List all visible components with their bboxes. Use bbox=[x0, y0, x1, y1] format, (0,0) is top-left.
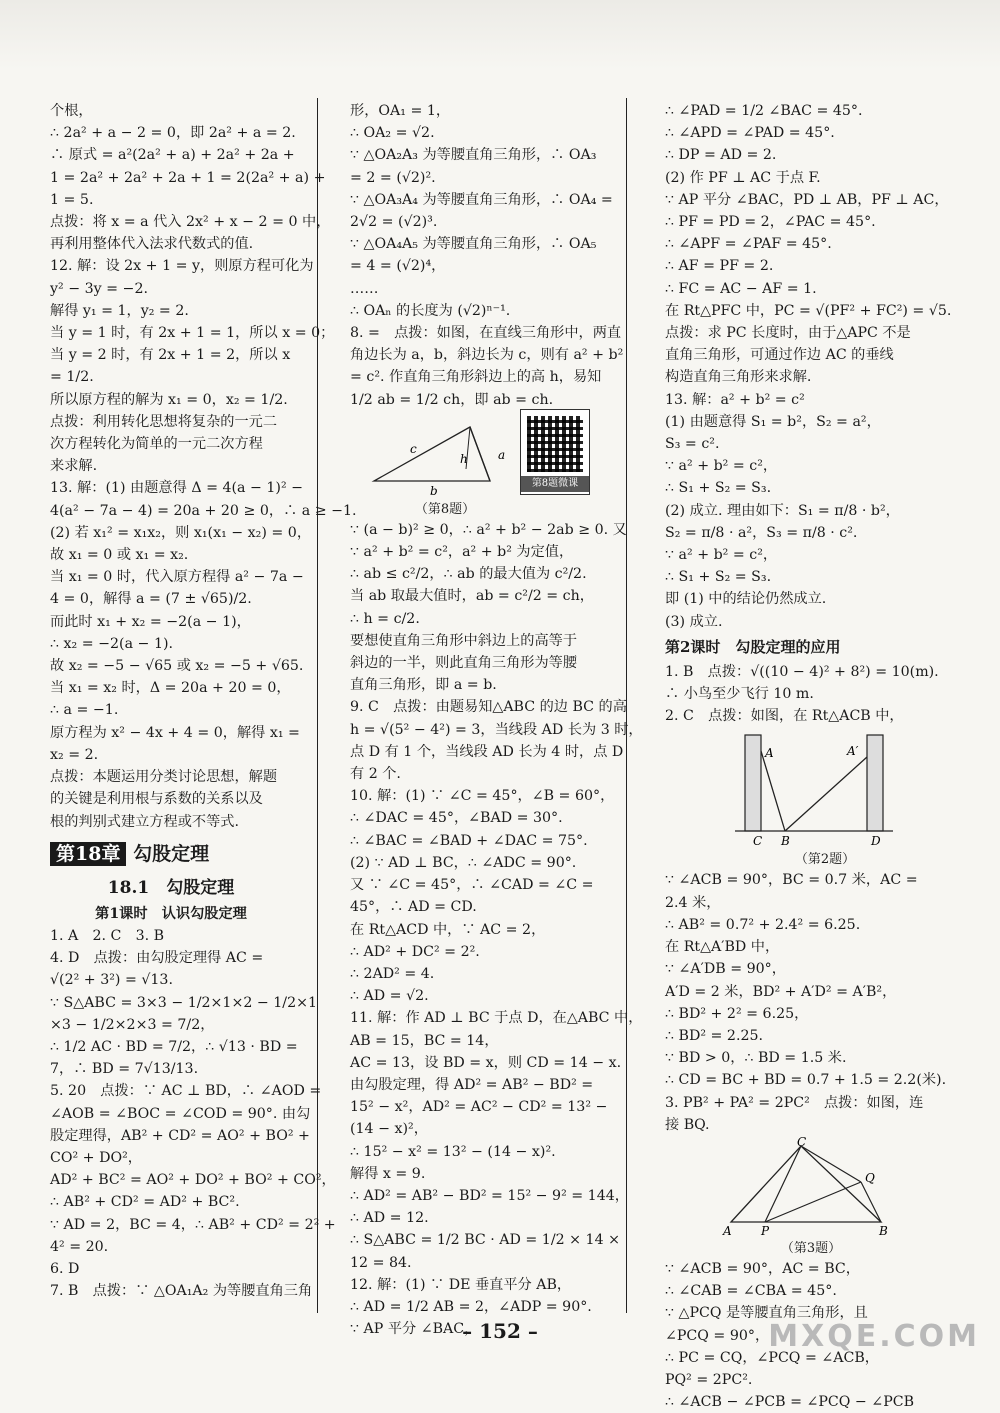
text-line: ∴ AD² + DC² = 2². bbox=[350, 943, 480, 960]
chapter-tag: 第18章 bbox=[50, 842, 126, 866]
text-line: 要想使直角三角形中斜边上的高等于 bbox=[350, 632, 578, 649]
text-line: (2) 成立. 理由如下：S₁ = π/8 · b²， bbox=[665, 502, 900, 519]
text-line: ∵ △PCQ 是等腰直角三角形，且 bbox=[665, 1305, 868, 1322]
text-line: ∴ PF = PD = 2，∠PAC = 45°. bbox=[665, 214, 876, 231]
text-line: 12. 解：(1) ∵ DE 垂直平分 AB， bbox=[350, 1276, 572, 1293]
text-line: 1 = 2a² + 2a² + 2a + 1 = 2(2a² + a) + bbox=[50, 169, 326, 186]
text-line: 故 x₁ = 0 或 x₁ = x₂. bbox=[50, 547, 189, 564]
text-line: = c². 作直角三角形斜边上的高 h，易知 bbox=[350, 369, 602, 386]
text-line: ∴ AF = PF = 2. bbox=[665, 258, 774, 275]
column-1 bbox=[50, 100, 357, 1302]
figure-3-caption: （第3题） bbox=[780, 1240, 842, 1256]
text-line: 直角三角形，可通过作边 AC 的垂线 bbox=[665, 347, 894, 364]
text-line: 1. A 2. C 3. B bbox=[50, 927, 165, 944]
text-line: ∴ 2AD² = 4. bbox=[350, 965, 435, 982]
text-line: ∴ AB² + CD² = AD² + BC². bbox=[50, 1194, 240, 1211]
text-line: 10. 解：(1) ∵ ∠C = 45°，∠B = 60°， bbox=[350, 788, 615, 805]
text-line: ∴ x₂ = −2(a − 1). bbox=[50, 635, 174, 652]
text-line: 再利用整体代入法求代数式的值. bbox=[50, 236, 254, 253]
fig3-label-B: B bbox=[879, 1223, 888, 1238]
text-line: ∵ ∠ACB = 90°，AC = BC， bbox=[665, 1260, 860, 1277]
text-line: 点拨：将 x = a 代入 2x² + x − 2 = 0 中， bbox=[50, 214, 331, 231]
text-line: ∴ AD = √2. bbox=[350, 988, 429, 1005]
text-line: 2.4 米， bbox=[665, 894, 721, 911]
text-line: ∴ S₁ + S₂ = S₃. bbox=[665, 569, 772, 586]
text-line: 4 = 0，解得 a = (7 ± √65)/2. bbox=[50, 591, 252, 608]
text-line: ∵ AP 平分 ∠BAC，PD ⊥ AB，PF ⊥ AC， bbox=[665, 191, 949, 208]
text-line: (2) 作 PF ⊥ AC 于点 F. bbox=[665, 169, 821, 186]
text-line: 7，∴ BD = 7√13/13. bbox=[50, 1061, 199, 1078]
text-line: = 1/2. bbox=[50, 369, 94, 386]
text-line: ∴ ∠APD = ∠PAD = 45°. bbox=[665, 125, 835, 142]
text-line: ∠PCQ = 90°， bbox=[665, 1327, 770, 1344]
text-line: ∴ AD² = AB² − BD² = 15² − 9² = 144， bbox=[350, 1187, 629, 1204]
watermark: MXQE.COM bbox=[768, 1319, 980, 1354]
text-line: 构造直角三角形来求解. bbox=[665, 369, 812, 386]
text-line: 所以原方程的解为 x₁ = 0，x₂ = 1/2. bbox=[50, 391, 288, 408]
text-line: ∴ FC = AC − AF = 1. bbox=[665, 280, 817, 297]
figure-8-caption: （第8题） bbox=[414, 501, 476, 517]
text-line: ∵ △OA₂A₃ 为等腰直角三角形，∴ OA₃ bbox=[350, 147, 597, 164]
text-line: 当 y = 2 时，有 2x + 1 = 2，所以 x bbox=[50, 347, 291, 364]
col2b-lines bbox=[350, 519, 643, 1341]
fig8-label-c: c bbox=[410, 441, 417, 456]
text-line: ∴ 2a² + a − 2 = 0，即 2a² + a = 2. bbox=[50, 125, 296, 142]
text-line: 1 = 5. bbox=[50, 191, 94, 208]
figure-2-caption: （第2题） bbox=[794, 852, 856, 868]
text-line: 形，OA₁ = 1， bbox=[350, 103, 451, 119]
text-line: ∵ BD > 0，∴ BD = 1.5 米. bbox=[665, 1050, 847, 1067]
col3b-lines bbox=[665, 661, 965, 728]
figure-3-triangles bbox=[721, 1134, 901, 1238]
page-number: – 152 – bbox=[462, 1319, 538, 1343]
text-line: …… bbox=[350, 280, 379, 297]
figure-8 bbox=[350, 413, 608, 499]
text-line: ∴ ∠PAD = 1/2 ∠BAC = 45°. bbox=[665, 103, 863, 119]
text-line: ∴ AD = 1/2 AB = 2，∠ADP = 90°. bbox=[350, 1298, 592, 1315]
text-line: 在 Rt△PFC 中，PC = √(PF² + FC²) = √5. bbox=[665, 302, 952, 319]
text-line: ∴ OAₙ 的长度为 (√2)ⁿ⁻¹. bbox=[350, 302, 511, 319]
text-line: 次方程转化为简单的一元二次方程 bbox=[50, 436, 263, 453]
text-line: AC = 13，设 BD = x，则 CD = 14 − x. bbox=[350, 1054, 622, 1071]
text-line: 直角三角形，即 a = b. bbox=[350, 677, 497, 694]
text-line: 即 (1) 中的结论仍然成立. bbox=[665, 591, 827, 608]
text-line: AB = 15，BC = 14， bbox=[350, 1032, 499, 1049]
qr-label: 第8题微课 bbox=[521, 476, 589, 492]
text-line: 在 Rt△ACD 中，∵ AC = 2， bbox=[350, 921, 546, 938]
text-line: ∴ AB² = 0.7² + 2.4² = 6.25. bbox=[665, 916, 861, 933]
column-2 bbox=[350, 100, 643, 1340]
text-line: √(2² + 3²) = √13. bbox=[50, 972, 173, 989]
fig2-label-A: A bbox=[765, 746, 774, 761]
text-line: 1/2 ab = 1/2 ch，即 ab = ch. bbox=[350, 391, 554, 408]
text-line: CO² + DO²， bbox=[50, 1149, 142, 1166]
col2a-lines bbox=[350, 100, 624, 411]
text-line: 当 y = 1 时，有 2x + 1 = 1，所以 x = 0； bbox=[50, 325, 335, 342]
fig3-label-P: P bbox=[761, 1223, 770, 1238]
text-line: 原方程为 x² − 4x + 4 = 0，解得 x₁ = bbox=[50, 724, 300, 741]
col1-lines bbox=[50, 100, 357, 833]
text-line: ∴ ab ≤ c²/2，∴ ab 的最大值为 c²/2. bbox=[350, 566, 587, 583]
text-line: 接 BQ. bbox=[665, 1116, 710, 1133]
text-line: 解得 y₁ = 1，y₂ = 2. bbox=[50, 302, 189, 319]
text-line: 当 ab 取最大值时，ab = c²/2 = ch， bbox=[350, 588, 594, 605]
text-line: ∵ AP 平分 ∠BAC， bbox=[350, 1321, 479, 1338]
text-line: 来求解. bbox=[50, 458, 98, 475]
text-line: 7. B 点拨：∵ △OA₁A₂ 为等腰直角三角 bbox=[50, 1283, 313, 1300]
text-line: 股定理得，AB² + CD² = AO² + BO² + bbox=[50, 1127, 310, 1144]
text-line: PQ² = 2PC². bbox=[665, 1371, 753, 1388]
text-line: (3) 成立. bbox=[665, 613, 723, 630]
col3c-lines bbox=[665, 869, 965, 1135]
column-3 bbox=[665, 100, 965, 1413]
text-line: y² − 3y = −2. bbox=[50, 280, 148, 297]
text-line: 解得 x = 9. bbox=[350, 1165, 426, 1182]
text-line: S₂ = π/8 · a²，S₃ = π/8 · c². bbox=[665, 524, 858, 541]
text-line: 点拨：求 PC 长度时，由于△APC 不是 bbox=[665, 325, 911, 342]
text-line: ∵ △OA₃A₄ 为等腰直角三角形，∴ OA₄ = bbox=[350, 191, 613, 208]
text-line: (2) ∵ AD ⊥ BC，∴ ∠ADC = 90°. bbox=[350, 854, 577, 871]
chapter-title: 勾股定理 bbox=[133, 842, 210, 865]
text-line: ∠AOB = ∠BOC = ∠COD = 90°. 由勾 bbox=[50, 1105, 311, 1122]
fig3-label-A: A bbox=[723, 1223, 732, 1238]
text-line: 2. C 点拨：如图，在 Rt△ACB 中， bbox=[665, 708, 904, 725]
text-line: ∵ a² + b² = c²，a² + b² 为定值， bbox=[350, 544, 574, 561]
text-line: ∵ (a − b)² ≥ 0，∴ a² + b² − 2ab ≥ 0. 又 bbox=[350, 521, 627, 538]
text-line: ∴ S△ABC = 1/2 BC · AD = 1/2 × 14 × bbox=[350, 1232, 620, 1249]
text-line: ∴ ∠DAC = 45°，∠BAD = 30°. bbox=[350, 810, 563, 827]
text-line: 斜边的一半，则此直角三角形为等腰 bbox=[350, 655, 578, 672]
text-line: 6. D bbox=[50, 1260, 80, 1277]
text-line: 15² − x²，AD² = AC² − CD² = 13² − bbox=[350, 1099, 608, 1116]
text-line: ∴ BD² = 2.25. bbox=[665, 1027, 764, 1044]
text-line: 45°，∴ AD = CD. bbox=[350, 899, 477, 916]
text-line: ∵ ∠ACB = 90°，BC = 0.7 米，AC = bbox=[665, 872, 918, 889]
text-line: ∴ S₁ + S₂ = S₃. bbox=[665, 480, 772, 497]
qr-code[interactable] bbox=[520, 409, 590, 495]
text-line: 11. 解：作 AD ⊥ BC 于点 D，在△ABC 中， bbox=[350, 1010, 643, 1027]
figure-8-triangle bbox=[370, 419, 520, 498]
text-line: S₃ = c². bbox=[665, 436, 720, 453]
text-line: 由勾股定理，得 AD² = AB² − BD² = bbox=[350, 1076, 594, 1093]
text-line: ∴ ∠CAB = ∠CBA = 45°. bbox=[665, 1283, 837, 1300]
text-line: ∵ ∠A′DB = 90°， bbox=[665, 961, 786, 978]
text-line: ∴ ∠BAC = ∠BAD + ∠DAC = 75°. bbox=[350, 832, 588, 849]
text-line: 而此时 x₁ + x₂ = −2(a − 1)， bbox=[50, 613, 251, 630]
text-line: 1. B 点拨：√((10 − 4)² + 8²) = 10(m). bbox=[665, 663, 939, 680]
text-line: ∵ a² + b² = c²， bbox=[665, 547, 778, 564]
chapter-heading bbox=[50, 837, 292, 871]
text-line: 4. D 点拨：由勾股定理得 AC = bbox=[50, 950, 264, 967]
text-line: ∴ PC = CQ，∠PCQ = ∠ACB， bbox=[665, 1349, 879, 1366]
text-line: 5. 20 点拨：∵ AC ⊥ BD，∴ ∠AOD = bbox=[50, 1083, 322, 1100]
text-line: 故 x₂ = −5 − √65 或 x₂ = −5 + √65. bbox=[50, 658, 304, 675]
text-line: 当 x₁ = 0 时，代入原方程得 a² − 7a − bbox=[50, 569, 304, 586]
lesson-2-title: 第2课时 勾股定理的应用 bbox=[665, 637, 841, 656]
fig8-label-h: h bbox=[460, 451, 468, 466]
text-line: ∴ CD = BC + BD = 0.7 + 1.5 = 2.2(米). bbox=[665, 1072, 947, 1089]
figure-2-ladder bbox=[725, 731, 925, 849]
fig8-label-a: a bbox=[498, 447, 506, 462]
column-divider-1 bbox=[317, 98, 318, 1313]
text-line: 13. 解：(1) 由题意得 Δ = 4(a − 1)² − bbox=[50, 480, 304, 497]
text-line: ×3 − 1/2×2×3 = 7/2， bbox=[50, 1016, 215, 1033]
text-line: AD² + BC² = AO² + DO² + BO² + CO²， bbox=[50, 1172, 336, 1189]
text-line: 当 x₁ = x₂ 时，Δ = 20a + 20 = 0， bbox=[50, 680, 291, 697]
text-line: ∴ ∠APF = ∠PAF = 45°. bbox=[665, 236, 832, 253]
col3a-lines bbox=[665, 100, 965, 633]
text-line: 9. C 点拨：由题易知△ABC 的边 BC 的高 bbox=[350, 699, 627, 716]
text-line: 4(a² − 7a − 4) = 20a + 20 ≥ 0，∴ a ≥ −1. bbox=[50, 502, 357, 519]
text-line: 2√2 = (√2)³. bbox=[350, 214, 438, 231]
text-line: 在 Rt△A′BD 中， bbox=[665, 939, 780, 956]
text-line: 个根， bbox=[50, 103, 93, 119]
fig2-label-A2: A′ bbox=[847, 744, 859, 759]
figure-2 bbox=[665, 729, 965, 849]
section-title: 18.1 勾股定理 bbox=[107, 877, 235, 898]
text-line: ∴ 1/2 AC · BD = 7/2，∴ √13 · BD = bbox=[50, 1038, 298, 1055]
lesson-1-title: 第1课时 认识勾股定理 bbox=[95, 905, 247, 922]
text-line: 的关键是利用根与系数的关系以及 bbox=[50, 791, 263, 808]
text-line: ∴ BD² + 2² = 6.25， bbox=[665, 1005, 809, 1022]
text-line: ∴ 原式 = a²(2a² + a) + 2a² + 2a + bbox=[50, 147, 295, 164]
text-line: 12. 解：设 2x + 1 = y，则原方程可化为 bbox=[50, 258, 314, 275]
text-line: (14 − x)²， bbox=[350, 1121, 428, 1138]
fig8-label-b: b bbox=[430, 483, 438, 498]
fig2-label-D: D bbox=[871, 834, 881, 849]
text-line: (2) 若 x₁² = x₁x₂，则 x₁(x₁ − x₂) = 0， bbox=[50, 524, 312, 541]
page-top-shadow bbox=[0, 0, 1000, 70]
text-line: ∴ a = −1. bbox=[50, 702, 119, 719]
text-line: ∴ 小鸟至少飞行 10 m. bbox=[665, 686, 814, 703]
text-line: ∵ S△ABC = 3×3 − 1/2×1×2 − 1/2×1 bbox=[50, 994, 318, 1011]
text-line: 又 ∵ ∠C = 45°，∴ ∠CAD = ∠C = bbox=[350, 877, 594, 894]
text-line: 3. PB² + PA² = 2PC² 点拨：如图，连 bbox=[665, 1094, 924, 1111]
fig2-label-C: C bbox=[753, 834, 763, 849]
col1b-lines bbox=[50, 925, 336, 1302]
text-line: ∴ OA₂ = √2. bbox=[350, 125, 435, 142]
fig3-label-C: C bbox=[797, 1134, 807, 1149]
text-line: ∴ 15² − x² = 13² − (14 − x)². bbox=[350, 1143, 556, 1160]
text-line: 4² = 20. bbox=[50, 1238, 109, 1255]
text-line: ∵ a² + b² = c²， bbox=[665, 458, 778, 475]
text-line: 13. 解：a² + b² = c² bbox=[665, 391, 805, 408]
text-line: ∴ ∠ACB − ∠PCB = ∠PCQ − ∠PCB bbox=[665, 1394, 915, 1411]
text-line: 点 D 有 1 个，当线段 AD 长为 4 时，点 D bbox=[350, 743, 624, 760]
text-line: = 4 = (√2)⁴， bbox=[350, 258, 446, 275]
text-line: 根的判别式建立方程或不等式. bbox=[50, 813, 239, 830]
text-line: ∴ h = c/2. bbox=[350, 610, 420, 627]
text-line: ∴ AD = 12. bbox=[350, 1210, 429, 1227]
text-line: (1) 由题意得 S₁ = b²，S₂ = a²， bbox=[665, 413, 881, 430]
text-line: 8. = 点拨：如图，在直线三角形中，两直 bbox=[350, 325, 622, 342]
text-line: 点拨：本题运用分类讨论思想，解题 bbox=[50, 769, 278, 786]
text-line: ∵ △OA₄A₅ 为等腰直角三角形，∴ OA₅ bbox=[350, 236, 597, 253]
text-line: 12 = 84. bbox=[350, 1254, 412, 1271]
text-line: 角边长为 a，b，斜边长为 c，则有 a² + b² bbox=[350, 347, 624, 364]
text-line: A′D = 2 米，BD² + A′D² = A′B²， bbox=[665, 983, 897, 1000]
text-line: x₂ = 2. bbox=[50, 746, 99, 763]
text-line: = 2 = (√2)². bbox=[350, 169, 436, 186]
text-line: 有 2 个. bbox=[350, 766, 401, 783]
text-line: h = √(5² − 4²) = 3，当线段 AD 长为 3 时， bbox=[350, 721, 643, 738]
text-line: ∴ DP = AD = 2. bbox=[665, 147, 777, 164]
figure-3 bbox=[665, 1134, 965, 1238]
fig3-label-Q: Q bbox=[865, 1170, 875, 1185]
text-line: ∵ AD = 2，BC = 4，∴ AB² + CD² = 2² + bbox=[50, 1216, 336, 1233]
fig2-label-B: B bbox=[781, 834, 790, 849]
text-line: 点拨：利用转化思想将复杂的一元二 bbox=[50, 413, 278, 430]
